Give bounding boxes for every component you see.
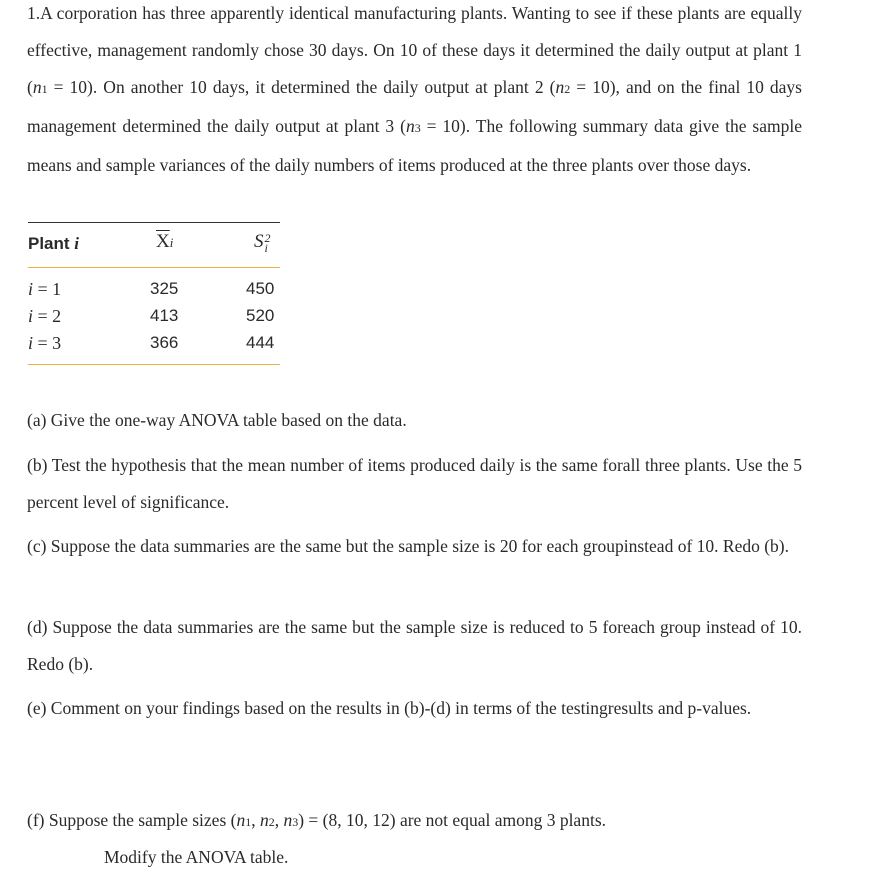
header-plant: Plant i [28,234,80,253]
table-top-rule [28,222,280,223]
question-c: (c) Suppose the data summaries are the same but the sample size is 20 for each groupinstead of 10. Redo (b). [27,536,789,556]
question-e: (e) Comment on your findings based on the results in (b)-(d) in terms of the testingresults and p-values. [27,698,752,718]
table-header-rule [28,267,280,268]
row-1-variance: 450 [246,279,275,298]
question-d: (d) Suppose the data summaries are the same but the sample size is reduced to 5 foreach group instead of 10. Redo (b). [27,617,802,674]
row-1-plant: i = 1 [28,279,62,299]
row-1-mean: 325 [150,279,179,298]
table-bottom-rule [28,364,280,365]
row-3-variance: 444 [246,333,275,352]
header-sample-variance: S 2 i [254,230,271,255]
question-f: (f) Suppose the sample sizes (n1, n2, n3) = (8, 10, 12) are not equal among 3 plants. [27,810,606,830]
row-3-mean: 366 [150,333,179,352]
row-2-variance: 520 [246,306,275,325]
row-3-plant: i = 3 [28,333,62,353]
problem-statement: 1.A corporation has three apparently identical manufacturing plants. Wanting to see if these plants are equally effective, management randomly chose 30 days. On 10 of these days it determined the daily output at plant 1 (n1 = 10). On another 10 days, it determined the daily output at plant 2 (n2 = 10), and on the final 10 days management determined the daily output at plant 3 (n3 = 10). The following summary data give the sample means and sample variances of the daily numbers of items produced at the three plants over those days. [27,3,803,175]
row-2-plant: i = 2 [28,306,62,326]
row-2-mean: 413 [150,306,179,325]
question-a: (a) Give the one-way ANOVA table based on the data. [27,410,407,430]
question-b: (b) Test the hypothesis that the mean number of items produced daily is the same forall three plants. Use the 5 percent level of significance. [27,455,802,512]
header-sample-mean: $\overline{X}i$ [156,231,174,252]
summary-table [28,222,280,366]
question-f-line-2: Modify the ANOVA table. [104,847,289,867]
